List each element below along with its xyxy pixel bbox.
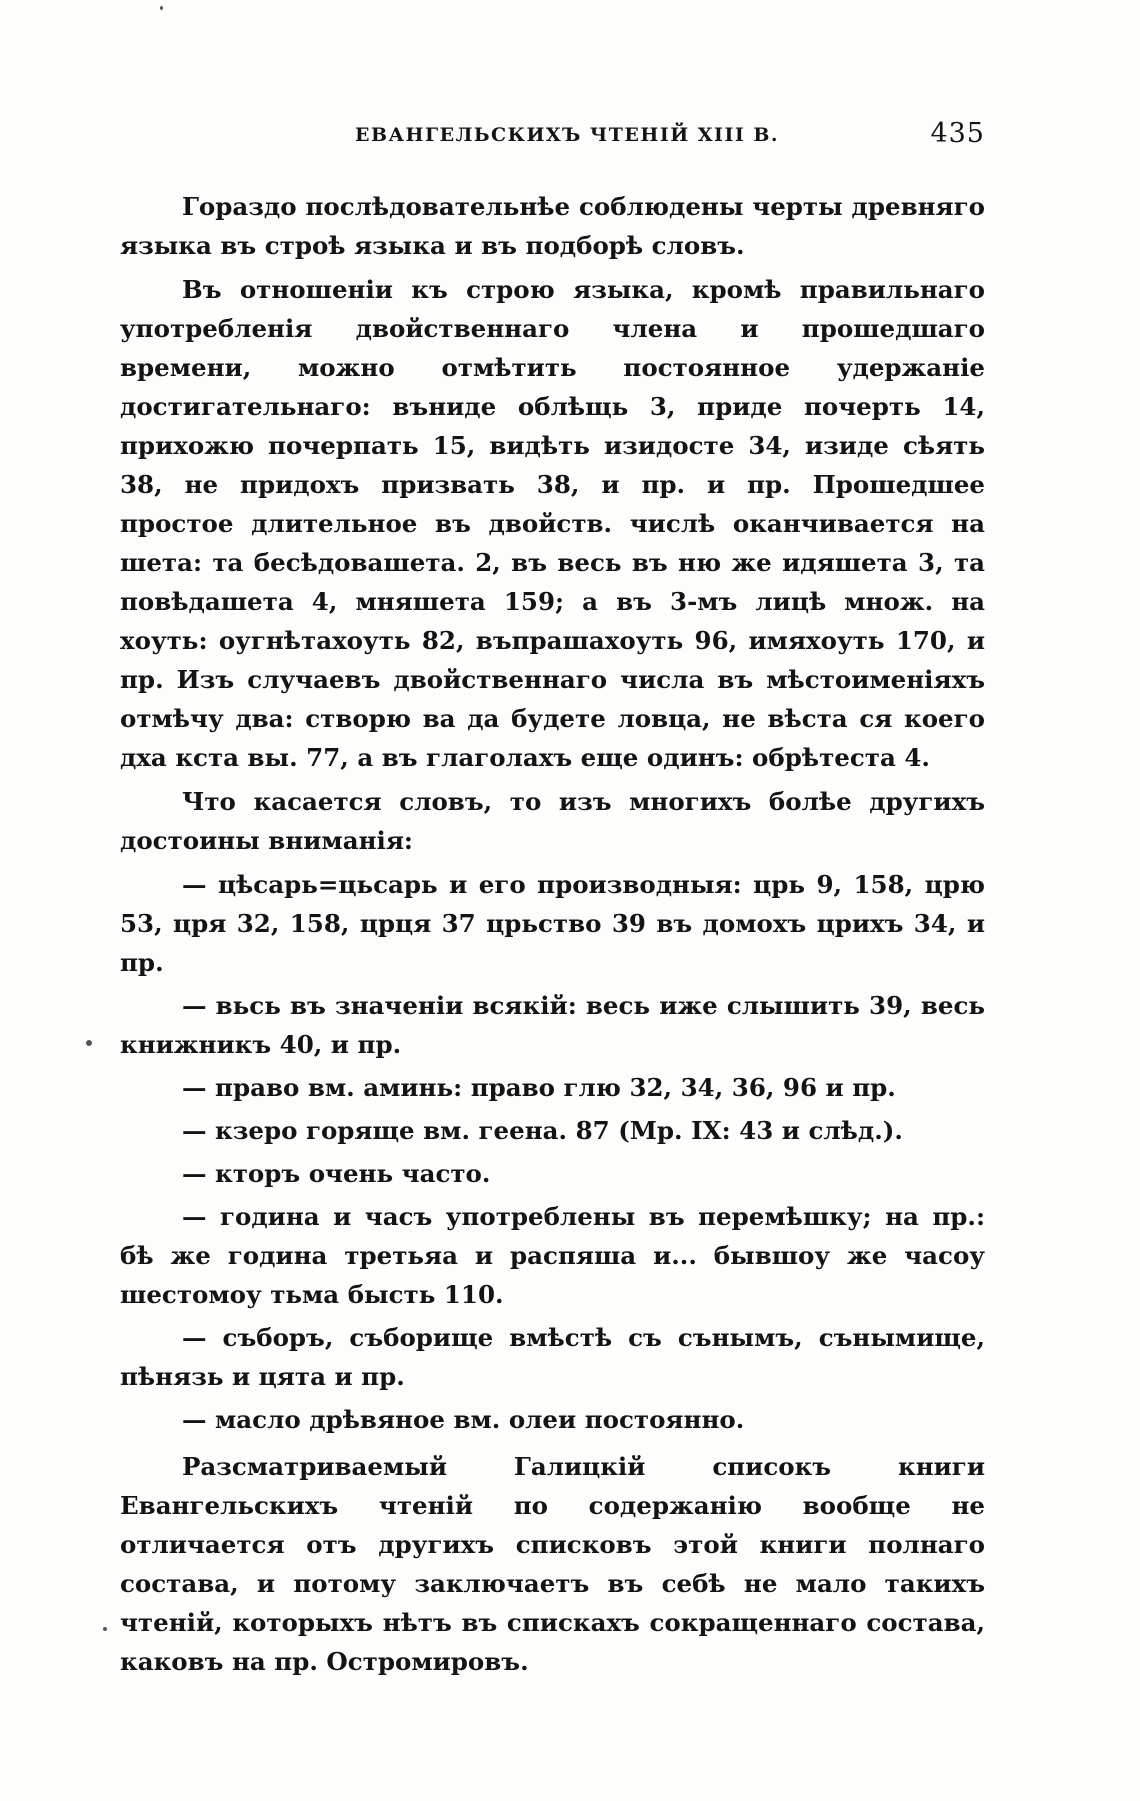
- print-speck: [160, 6, 163, 10]
- print-speck: [103, 1627, 107, 1631]
- paragraph-galician-list: Разсматриваемый Галицкій списокъ книги Евангельскихъ чтеній по содержанію вообще не отличается отъ другихъ списковъ этой книги полнаго состава, и потому заключаетъ въ себѣ не мало такихъ чтеній, которыхъ нѣтъ въ спискахъ сокращеннаго состава, каковъ на пр. Остромировъ.: [120, 1452, 985, 1676]
- word-entry-ezero: — кзеро горяще вм. геена. 87 (Мр. IX: 43 и слѣд.).: [182, 1116, 903, 1145]
- paragraph-syntax: Въ отношеніи къ строю языка, кромѣ правильнаго употребленія двойственнаго члена и прошедшаго времени, можно отмѣтить постоянное удержаніе достигательнаго: вънидe облѣщь 3, приде почерть 14, прихожю почерпать 15, видѣть изидосте 34, изиде сѣять 38, не придохъ призвать 38, и пр. и пр. Прошедшее простое длительное въ двойств. числѣ оканчивается на шета: та бесѣдовашета. 2, въ весь въ ню же идяшета 3, та повѣдашета 4, мняшета 159; а въ 3-мъ лицѣ множ. на хоуть: оугнѣтахоуть 82, въпрашахоуть 96, имяхоуть 170, и пр. Изъ случаевъ двойственнаго числа въ мѣстоименіяхъ отмѣчу два: створю ва да будете ловца, не вѣста ся коего дха кста вы. 77, а въ глаголахъ еще одинъ: обрѣтеста 4.: [120, 275, 985, 772]
- word-entry-vsь: — вьсь въ значеніи всякій: весь иже слышить 39, весь книжникъ 40, и пр.: [120, 991, 985, 1059]
- running-title: ЕВАНГЕЛЬСКИХЪ ЧТЕНІЙ XIII В.: [355, 124, 780, 146]
- print-speck: [86, 1040, 92, 1046]
- word-entry-sobor: — съборъ, съборище вмѣстѣ съ сънымъ, сънымище, пѣнязь и цята и пр.: [120, 1323, 985, 1391]
- word-entry-cesar: — цѣсарь=цьсарь и его производныя: црь 9, 158, црю 53, цря 32, 158, црця 37 црьство 39 въ домохъ црихъ 34, и пр.: [120, 870, 985, 977]
- paragraph-language-features: Гораздо послѣдовательнѣе соблюдены черты древняго языка въ строѣ языка и въ подборѣ словъ.: [120, 192, 985, 260]
- word-entry-maslo: — масло дрѣвяное вм. олеи постоянно.: [182, 1405, 745, 1434]
- word-entry-godina: — година и часъ употреблены въ перемѣшку; на пр.: бѣ же година третьяа и распяша и... бывшоу же часоу шестомоу тьма бысть 110.: [120, 1202, 985, 1309]
- paragraph-vocabulary-intro: Что касается словъ, то изъ многихъ болѣе другихъ достоины вниманія:: [120, 787, 985, 855]
- body-text: [120, 187, 985, 1686]
- page-number: 435: [930, 118, 985, 149]
- word-entry-pravo: — право вм. аминь: право глю 32, 34, 36, 96 и пр.: [182, 1073, 896, 1102]
- word-entry-etеr: — кторъ очень часто.: [182, 1159, 491, 1188]
- running-head: [180, 118, 985, 158]
